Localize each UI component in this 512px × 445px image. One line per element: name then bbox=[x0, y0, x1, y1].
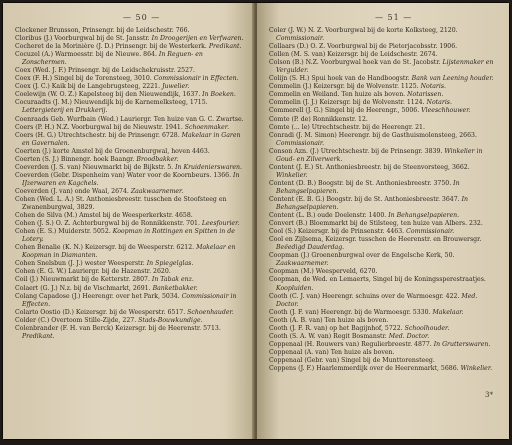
entry-occupation: Commissionair. bbox=[276, 35, 325, 43]
entry-name: Clockener Brunsson, bbox=[15, 27, 81, 34]
entry-address: Overtoom Stille-Zijde, 227. bbox=[51, 316, 137, 324]
directory-entry bbox=[15, 75, 247, 83]
entry-address: Water voor de Koornbeurs. 1366. bbox=[126, 171, 232, 179]
directory-entry bbox=[15, 91, 247, 99]
directory-entry bbox=[269, 365, 501, 373]
entry-occupation: Commissionair in Effecten. bbox=[22, 292, 237, 308]
entry-address: Singel bij de Torensteeg, 3010. bbox=[54, 75, 152, 83]
directory-entry bbox=[269, 309, 501, 317]
directory-entry bbox=[15, 43, 247, 51]
entry-address: Utrechtschestr. bij de Prinsengr. 3839. bbox=[320, 147, 443, 155]
directory-entry bbox=[15, 228, 247, 244]
directory-entry bbox=[269, 349, 501, 357]
directory-entry bbox=[15, 116, 247, 124]
directory-entry bbox=[269, 293, 501, 309]
entry-occupation: Makelaar en Koopman in Diamanten. bbox=[22, 244, 236, 260]
right-page bbox=[257, 3, 509, 439]
directory-entry bbox=[15, 99, 247, 115]
entry-name: Coppens (J. F.) bbox=[269, 364, 315, 372]
entry-address: Prinsengr. bij de Leidschestr. 766. bbox=[82, 27, 190, 34]
entry-occupation: Stads-Bouwkundige. bbox=[138, 316, 203, 324]
entry-name: Content (D. B.) bbox=[269, 179, 317, 187]
entry-address: Regit Bosmanstr. bbox=[333, 332, 387, 340]
entry-address: Voorburgwal bij de St. Jansstr. bbox=[54, 35, 150, 43]
directory-entry bbox=[269, 276, 501, 292]
entry-name: Coopman (J.) bbox=[269, 252, 310, 260]
entry-occupation: In Behangselpapieren. bbox=[388, 212, 460, 220]
entry-occupation: Med. Doctor. bbox=[388, 332, 430, 340]
entry-address: onde Waal, 2674. bbox=[74, 187, 129, 195]
entry-name: Conson Azn. (J.) bbox=[269, 147, 319, 155]
entry-address: Singel bij de Heerengr., 5006. bbox=[324, 107, 420, 115]
entry-name: Cool en Zijlsema, bbox=[269, 236, 324, 244]
entry-address: Warmoesstr. bij de Nieuwe. 864. bbox=[55, 51, 157, 59]
entry-name: Commelin (J. J.) bbox=[269, 99, 318, 107]
directory-entry bbox=[15, 156, 247, 164]
entry-name: Coppenaal (A. van) bbox=[269, 348, 329, 356]
entry-name: Colson (B.) bbox=[269, 59, 304, 67]
entry-occupation: Lettergieterij en Drukkerij. bbox=[22, 107, 108, 115]
entry-address: Keizersgr. bij de Heerenstr. 5713. bbox=[115, 324, 221, 332]
entry-address: korte Amstel bij de Groenenburgwal, hoven 4463. bbox=[52, 147, 210, 155]
entry-name: Cool (S.) bbox=[269, 228, 296, 236]
entry-occupation: Winkelier. bbox=[276, 171, 308, 179]
entry-occupation: Med. Doctor. bbox=[276, 292, 478, 308]
entry-name: Coil (J.) bbox=[15, 276, 39, 284]
entry-address: Keizersgr. bij de Prinsenstr. 4463. bbox=[297, 228, 405, 236]
entry-address: Heerengr. bij de Warmoesgr. 5330. bbox=[320, 308, 431, 316]
directory-entry bbox=[269, 164, 501, 180]
directory-entry bbox=[269, 196, 501, 212]
directory-entry bbox=[269, 228, 501, 236]
entry-name: Collaars (D.) bbox=[269, 43, 309, 51]
entry-name: Cooth (J. F. van) bbox=[269, 308, 319, 316]
directory-entry bbox=[269, 124, 501, 132]
directory-entry bbox=[15, 35, 247, 43]
directory-entry bbox=[269, 325, 501, 333]
entry-name: Coenraads Geb. Wurfbain (Wed.) bbox=[15, 115, 119, 123]
entry-name: Cooth (C. J. van) bbox=[269, 292, 321, 300]
entry-occupation: In Kruidenierswaren. bbox=[175, 163, 242, 171]
entry-address: oude Doelenstr. 1400. bbox=[317, 212, 387, 220]
entry-name: Cocheret de la Morinière (J. D.) bbox=[15, 43, 114, 51]
directory-entry bbox=[269, 333, 501, 341]
entry-name: Commelin en Weiland. bbox=[269, 91, 340, 99]
directory-entry bbox=[15, 325, 247, 341]
entry-address: Utrechtschestr. bij de Heerengr. 21. bbox=[311, 123, 425, 131]
directory-entry bbox=[15, 309, 247, 317]
entry-address: op het Bagijnhof, 5722. bbox=[329, 324, 403, 332]
entry-occupation: Makelaar. bbox=[432, 308, 464, 316]
entry-occupation: Vleeschhouwer. bbox=[421, 107, 471, 115]
entry-occupation: Notaris. bbox=[426, 99, 452, 107]
entry-occupation: In Droogerijen en Verfwaren. bbox=[151, 35, 244, 43]
entry-name: Coeverden (Gebr. Dispenheim van) bbox=[15, 171, 125, 179]
entry-address: N.z. bij de Vischmarkt, 2691. bbox=[59, 284, 151, 292]
entry-address: Amstel bij de Weesperkerkstr. 4658. bbox=[79, 212, 193, 220]
entry-address: Kapelsteeg bij den Nieuwendijk, 1637. bbox=[78, 91, 201, 99]
entry-name: Coelewijn (W. O. Z.) bbox=[15, 91, 77, 99]
entry-address: Ten huize als boven. bbox=[341, 91, 406, 99]
page-number: — 50 — bbox=[123, 13, 161, 22]
entry-occupation: Commissionair in Effecten. bbox=[153, 75, 239, 83]
entry-occupation: Leesfourier. bbox=[201, 220, 240, 228]
directory-entry bbox=[269, 180, 501, 196]
directory-entry bbox=[269, 220, 501, 228]
entry-occupation: In Behangselpapieren. bbox=[276, 179, 460, 195]
signature-mark: 3* bbox=[485, 391, 493, 399]
entry-address: Bloemmarkt bij de Stilsteeg, ten huize van Albers. 232. bbox=[309, 220, 483, 228]
entry-occupation: In Behangselpapieren. bbox=[276, 195, 469, 212]
entry-occupation: Predikant. bbox=[208, 43, 242, 51]
entry-address: Lauriergr. bij de Hazenstr. 2620. bbox=[68, 268, 171, 276]
entry-name: Coeverden (J. S. van) bbox=[15, 163, 81, 171]
entry-address: Haarlemmerdijk over de Heerenmarkt, 5686. bbox=[316, 364, 459, 372]
entry-name: Content (J. E.) bbox=[269, 163, 314, 171]
entry-name: Coopman (M.) bbox=[269, 268, 314, 276]
directory-entry bbox=[269, 268, 501, 276]
directory-list bbox=[269, 27, 501, 373]
entry-name: Coerten (S. J.) bbox=[15, 155, 59, 163]
entry-name: Cooth (A. B. van) bbox=[269, 316, 323, 324]
entry-name: Cocuraadts (J. M.) bbox=[15, 99, 72, 107]
entry-name: Commelin (J.) bbox=[269, 83, 312, 91]
entry-address: Nieuwendijk bij de Karnemelksteeg, 1715. bbox=[73, 99, 208, 107]
entry-address: St. Anthoniesbreestr. tusschen de Stoofsteeg en Zwanenburgwal, 3829. bbox=[22, 195, 227, 212]
entry-address: O. Z. Voorburgwal bij de Pieterjacobsstr. 1906. bbox=[310, 43, 458, 51]
entry-occupation: Schoenhauder. bbox=[187, 308, 234, 316]
entry-address: Weesperveld, 6270. bbox=[315, 268, 378, 276]
entry-name: Coex (Wed. J. F.) bbox=[15, 67, 67, 75]
entry-name: Cohen (J. S.) bbox=[15, 220, 54, 228]
page-number: — 51 — bbox=[375, 13, 413, 22]
entry-occupation: In Grutterswaren. bbox=[433, 340, 491, 348]
directory-entry bbox=[269, 107, 501, 115]
directory-entry bbox=[269, 341, 501, 349]
entry-occupation: Notaris. bbox=[420, 83, 447, 91]
entry-occupation: In Boeken. bbox=[202, 91, 236, 99]
directory-entry bbox=[15, 164, 247, 172]
entry-address: Kaik bij de Langebrugsteeg, 2221. bbox=[51, 83, 161, 91]
entry-address: Keizersgr. bij de Weesperstr. 6517. bbox=[75, 308, 186, 316]
entry-address: N.Z. Voorburgwal hoek van de St. Jacobstr. bbox=[305, 59, 441, 67]
directory-entry bbox=[15, 148, 247, 156]
directory-list bbox=[15, 27, 247, 341]
entry-occupation: Notarissen. bbox=[407, 91, 444, 99]
directory-entry bbox=[15, 276, 247, 284]
directory-entry bbox=[15, 132, 247, 148]
entry-address: wester Weesperstr. bbox=[84, 260, 145, 268]
entry-name: Cooth (S. A. W. van) bbox=[269, 332, 332, 340]
directory-entry bbox=[269, 99, 501, 107]
directory-entry bbox=[15, 244, 247, 260]
directory-entry bbox=[15, 172, 247, 188]
entry-address: Heerengr. schuins over de Warmoesgr. 422. bbox=[321, 292, 460, 300]
directory-entry bbox=[15, 83, 247, 91]
entry-address: Ten huize als boven. bbox=[324, 316, 389, 324]
entry-occupation: Lijstenmaker en Vergulder. bbox=[276, 59, 494, 75]
directory-entry bbox=[269, 236, 501, 252]
entry-name: Cohen (Wed. L. A.) bbox=[15, 195, 74, 203]
directory-entry bbox=[15, 212, 247, 220]
entry-name: Collen (M. S. van) bbox=[269, 51, 326, 59]
directory-entry bbox=[15, 188, 247, 196]
entry-name: Coers (P. H.) bbox=[15, 123, 55, 131]
directory-entry bbox=[269, 317, 501, 325]
entry-name: Comte (... le) bbox=[269, 123, 310, 131]
entry-address: Keizersgr. bij de Weesperstr. 6212. bbox=[84, 244, 195, 252]
entry-address: Keizersgr. bij de Leidschestr. 2674. bbox=[327, 51, 438, 59]
entry-occupation: Beëedigd Dauderdag. bbox=[276, 244, 345, 252]
directory-entry bbox=[15, 268, 247, 276]
directory-entry bbox=[269, 148, 501, 164]
directory-entry bbox=[15, 220, 247, 228]
entry-name: Colang Capadose (J.) bbox=[15, 292, 81, 300]
entry-name: Comte (P. de) bbox=[269, 115, 311, 123]
entry-address: Boogstr. bij de St. Anthoniesbreestr. 3647. bbox=[326, 195, 460, 203]
directory-entry bbox=[269, 27, 501, 43]
entry-name: Conradi (J. M. Simon) bbox=[269, 131, 337, 139]
entry-address: Muiderstr. 5052. bbox=[58, 228, 111, 236]
directory-entry bbox=[15, 124, 247, 132]
left-page bbox=[3, 3, 255, 439]
directory-entry bbox=[269, 91, 501, 99]
entry-address: Ronnikkenstr. 12. bbox=[312, 115, 368, 123]
entry-name: Coers (H. G.) bbox=[15, 131, 57, 139]
directory-entry bbox=[15, 27, 247, 35]
entry-occupation: Winkelier in Goud- en Zilverwerk. bbox=[276, 147, 483, 163]
entry-name: Coppenaal (H. Rouwers van) bbox=[269, 340, 360, 348]
entry-address: Ten huize als boven. bbox=[330, 348, 395, 356]
directory-entry bbox=[269, 212, 501, 220]
entry-occupation: In Spiegelglas. bbox=[146, 260, 194, 268]
entry-address: Spui hoek van de Handboogstr. bbox=[311, 75, 410, 83]
entry-occupation: Commissionair. bbox=[276, 139, 325, 147]
directory-entry bbox=[15, 293, 247, 309]
entry-occupation: Schoenmaker. bbox=[184, 123, 230, 131]
entry-address: Heerengr. bij de Gasthuismolensteeg, 2663. bbox=[338, 131, 477, 139]
directory-entry bbox=[269, 59, 501, 75]
entry-address: Prinsengr. bij de Westerkerk. bbox=[115, 43, 207, 51]
entry-address: Nieuwmarkt bij de Bijkstr. 5. bbox=[82, 163, 174, 171]
entry-name: Coex (F. H.) bbox=[15, 75, 53, 83]
entry-name: Cohen (E. G. W.) bbox=[15, 268, 67, 276]
entry-name: Content (L. B.) bbox=[269, 212, 316, 220]
entry-occupation: Juwelier. bbox=[162, 83, 190, 91]
entry-name: Cloribus (J.) bbox=[15, 35, 53, 43]
entry-address: Heerengr. over het Park, 5034. bbox=[82, 292, 180, 300]
entry-address: Singel bij de Munttorensteeg. bbox=[341, 356, 435, 364]
entry-address: Prinsengr. bij de Leidschekruisstr. 2527. bbox=[68, 67, 195, 75]
directory-entry bbox=[269, 83, 501, 91]
entry-occupation: Koopman in Rottingen en Spitten in de Lotery. bbox=[22, 228, 235, 244]
book-spread bbox=[3, 3, 509, 439]
entry-name: Content (E. B. G.) bbox=[269, 195, 325, 203]
entry-address: Nieuwmarkt bij de Ketterstr. 2807. bbox=[40, 276, 150, 284]
entry-address: Keizersgr. tusschen de Heerenstr. en Brouwersgr. bbox=[325, 236, 482, 244]
entry-name: Cohen Snelsbun (J. J.) bbox=[15, 260, 83, 268]
directory-entry bbox=[15, 196, 247, 212]
entry-name: Coppenaal (Gebr. van) bbox=[269, 356, 340, 364]
entry-occupation: Schoolhouder. bbox=[404, 324, 450, 332]
entry-name: Coler (J. W.) bbox=[269, 27, 307, 34]
entry-name: Convert (B.) bbox=[269, 220, 308, 228]
entry-name: Commerell (J. G.) bbox=[269, 107, 323, 115]
entry-address: N. Z. Voorburgwal bij de korte Kolksteeg, 2120. bbox=[308, 27, 458, 34]
entry-address: Groenenburgwal over de Engelsche Kerk, 50. bbox=[311, 252, 455, 260]
entry-occupation: Makelaar in Garen en Gavernalen. bbox=[22, 131, 241, 147]
entry-address: Keizersgr. bij de Wolvenstr. 1125. bbox=[313, 83, 419, 91]
entry-name: Colijn (S. H.) bbox=[269, 75, 310, 83]
entry-name: Cohen Benalie (K. N.) bbox=[15, 244, 83, 252]
entry-address: Lauriergr. Ten huize van G. C. Zwartse. bbox=[120, 115, 244, 123]
entry-address: Binnengr. hoek Baangr. bbox=[60, 155, 135, 163]
entry-name: Colarto Oostio (D.) bbox=[15, 308, 74, 316]
directory-entry bbox=[15, 67, 247, 75]
entry-address: Boogstr. bij de St. Anthoniesbreestr. 3750. bbox=[318, 179, 452, 187]
directory-entry bbox=[269, 357, 501, 365]
entry-occupation: Koopluiden. bbox=[276, 284, 314, 292]
entry-occupation: Zaakwaarnemer. bbox=[130, 187, 184, 195]
entry-address: Singel bij de Koningssperestraatjes. bbox=[372, 276, 486, 284]
entry-name: Cohen de Silva (M.) bbox=[15, 212, 78, 220]
entry-address: St. Anthoniesbreestr. bij de Steenvorsteeg, 3662. bbox=[315, 163, 470, 171]
entry-name: Cocuzel (A.) bbox=[15, 51, 54, 59]
entry-address: Keizersgr. bij de Wolvenstr. 1124. bbox=[319, 99, 425, 107]
directory-entry bbox=[15, 51, 247, 67]
entry-name: Cohen (E. S.) bbox=[15, 228, 57, 236]
entry-name: Colder (C.) bbox=[15, 316, 50, 324]
directory-entry bbox=[269, 43, 501, 51]
directory-entry bbox=[269, 51, 501, 59]
entry-occupation: Zaakwaarnemer. bbox=[276, 260, 329, 268]
entry-name: Coex (J. C.) bbox=[15, 83, 50, 91]
directory-entry bbox=[269, 116, 501, 124]
directory-entry bbox=[269, 252, 501, 268]
entry-name: Coeverden (J. van) bbox=[15, 187, 73, 195]
directory-entry bbox=[269, 132, 501, 148]
entry-name: Coopman, de Wed. en Lemaerts, bbox=[269, 276, 371, 284]
entry-name: Coerten (J.) bbox=[15, 147, 51, 155]
entry-name: Colenbrander (F. H. van Berck) bbox=[15, 324, 114, 332]
entry-name: Cooth (J. F. R. van) bbox=[269, 324, 328, 332]
entry-occupation: Commissionair. bbox=[406, 228, 455, 236]
entry-occupation: In Reguen- en Zonschermen. bbox=[22, 51, 203, 67]
entry-address: Regulierbreestr. 4877. bbox=[361, 340, 432, 348]
entry-occupation: Banketbakker. bbox=[152, 284, 198, 292]
directory-entry bbox=[15, 260, 247, 268]
entry-name: Colaert (G. J.) bbox=[15, 284, 58, 292]
entry-address: O. Z. Achterburgwal bij de Ronnikkenstr. 701. bbox=[55, 220, 200, 228]
entry-occupation: Bank van Leening houder. bbox=[411, 75, 494, 83]
entry-address: N.Z. Voorburgwal bij de Nieuwstr. 1941. bbox=[56, 123, 183, 131]
directory-entry bbox=[15, 285, 247, 293]
directory-entry bbox=[15, 317, 247, 325]
entry-occupation: Winkelier. bbox=[460, 364, 493, 372]
entry-occupation: In Tabak enz. bbox=[151, 276, 194, 284]
directory-entry bbox=[269, 75, 501, 83]
entry-occupation: Predikant. bbox=[22, 332, 55, 340]
entry-occupation: Broodbakker. bbox=[136, 155, 179, 163]
entry-address: Utrechtschestr. bij de Prinsengr. 6728. bbox=[58, 131, 180, 139]
entry-occupation: In IJzerwaren en Kagchels. bbox=[22, 171, 240, 187]
